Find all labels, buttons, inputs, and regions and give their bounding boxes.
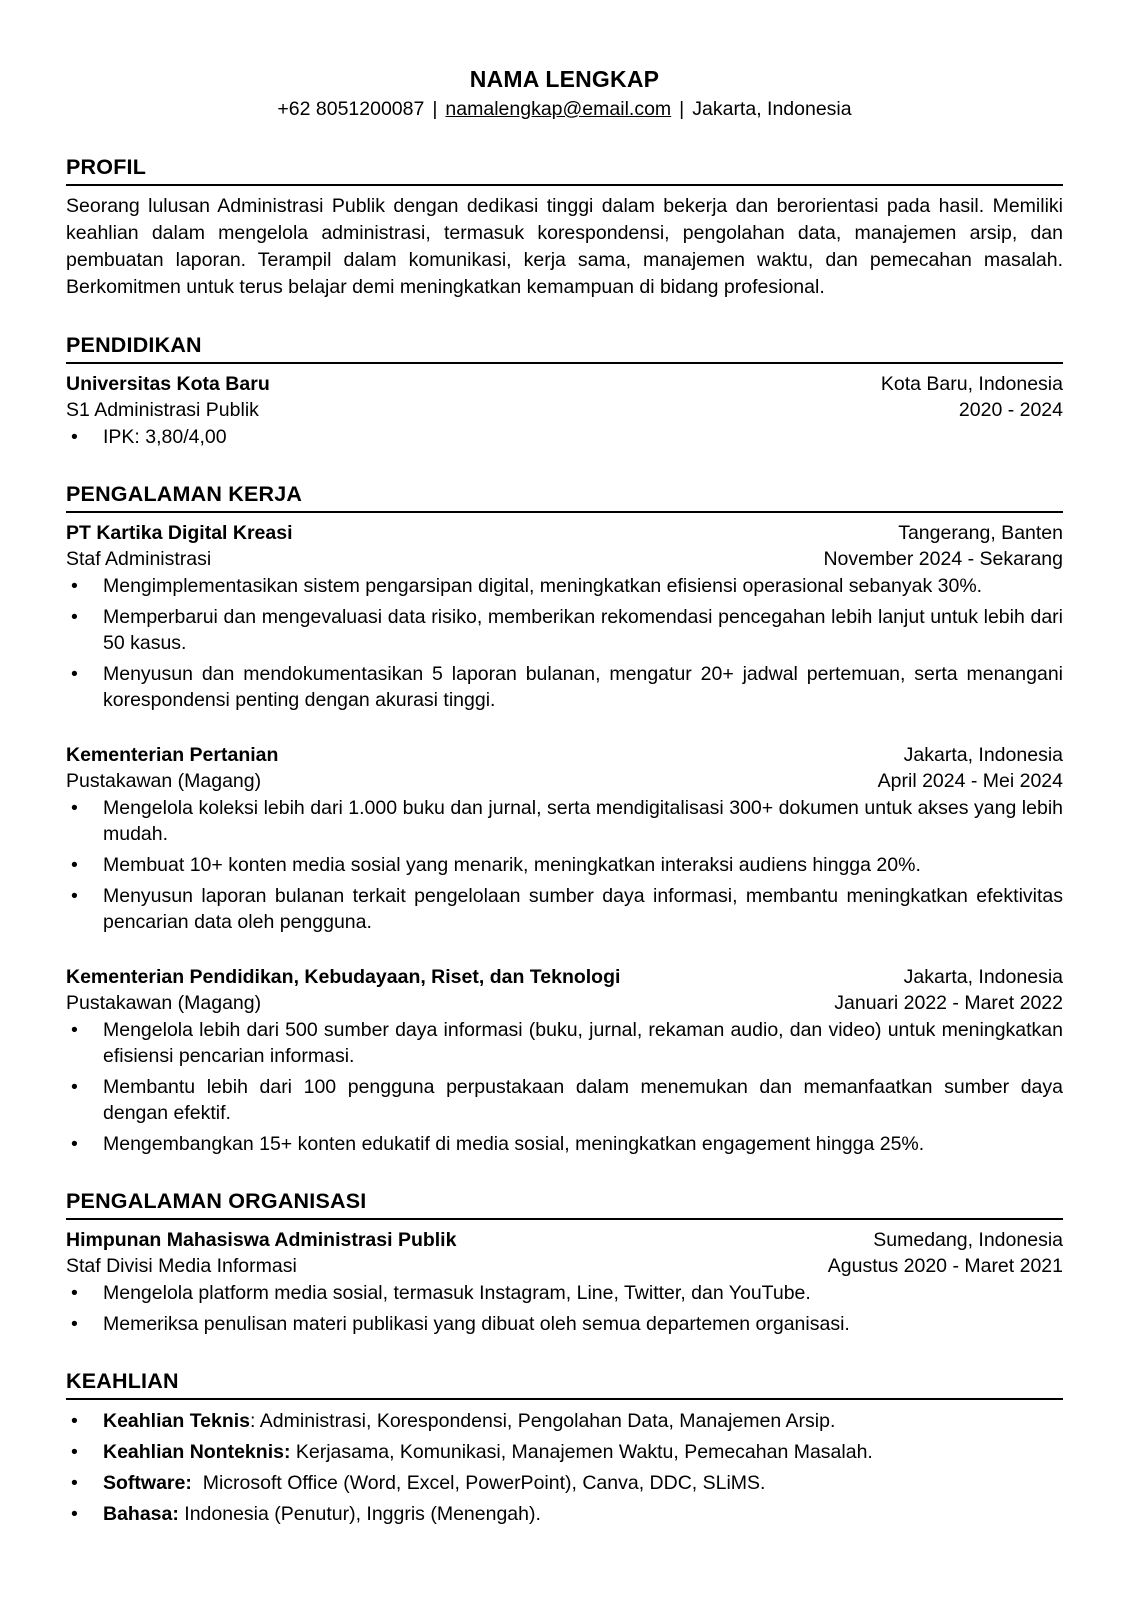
achievement-text: Menyusun laporan bulanan terkait pengelolaan sumber daya informasi, membantu meningkatkan efektivitas pencarian data oleh pengguna. xyxy=(103,885,1063,933)
skill-text: : Administrasi, Korespondensi, Pengolahan Data, Manajemen Arsip. xyxy=(250,1410,836,1432)
achievement-text: Memeriksa penulisan materi publikasi yang dibuat oleh semua departemen organisasi. xyxy=(103,1313,850,1335)
section-pendidikan xyxy=(66,332,1063,450)
skill-text: Indonesia (Penutur), Inggris (Menengah). xyxy=(178,1503,541,1525)
bullet-icon: • xyxy=(71,426,78,448)
list-item xyxy=(66,661,1063,713)
work-entry xyxy=(66,964,1063,1157)
job-period: April 2024 - Mei 2024 xyxy=(877,770,1063,792)
job-period: November 2024 - Sekarang xyxy=(823,548,1063,570)
skill-label: Software: xyxy=(103,1472,192,1494)
full-name: NAMA LENGKAP xyxy=(469,66,660,92)
list-item xyxy=(66,424,1063,450)
organization-location: Sumedang, Indonesia xyxy=(873,1229,1063,1251)
skill-label: Keahlian Teknis xyxy=(103,1410,251,1432)
company-location: Tangerang, Banten xyxy=(898,522,1063,544)
bullet-icon: • xyxy=(71,1076,78,1098)
education-period: 2020 - 2024 xyxy=(958,399,1063,421)
degree-name: S1 Administrasi Publik xyxy=(66,399,259,421)
email-link[interactable]: namalengkap@email.com xyxy=(445,98,672,120)
organization-name: Himpunan Mahasiswa Administrasi Publik xyxy=(66,1229,457,1251)
job-title: Pustakawan (Magang) xyxy=(66,992,262,1014)
skill-text: Kerjasama, Komunikasi, Manajemen Waktu, Pemecahan Masalah. xyxy=(290,1441,873,1463)
skill-label: Bahasa: xyxy=(103,1503,179,1525)
contact-separator: | xyxy=(679,98,685,120)
organization-role: Staf Divisi Media Informasi xyxy=(66,1255,297,1277)
work-entry xyxy=(66,520,1063,713)
list-item xyxy=(66,1280,1063,1306)
skill-item xyxy=(66,1470,1063,1496)
bullet-icon: • xyxy=(71,854,78,876)
bullet-icon: • xyxy=(71,1019,78,1041)
achievement-text: Mengimplementasikan sistem pengarsipan digital, meningkatkan efisiensi operasional sebanyak 30%. xyxy=(103,575,983,597)
bullet-icon: • xyxy=(71,1133,78,1155)
section-profil xyxy=(66,154,1063,301)
skill-item xyxy=(66,1439,1063,1465)
contact-line xyxy=(66,96,1063,123)
company-location: Jakarta, Indonesia xyxy=(903,966,1063,988)
bullet-icon: • xyxy=(71,1313,78,1335)
contact-separator: | xyxy=(432,98,438,120)
bullet-icon: • xyxy=(71,663,78,685)
list-item xyxy=(66,852,1063,878)
achievement-text: Menyusun dan mendokumentasikan 5 laporan bulanan, mengatur 20+ jadwal pertemuan, serta menangani korespondensi penting dengan akurasi tinggi. xyxy=(103,663,1063,711)
school-name: Universitas Kota Baru xyxy=(66,373,270,395)
location-text: Jakarta, Indonesia xyxy=(692,98,852,120)
section-title-pendidikan: PENDIDIKAN xyxy=(66,333,202,357)
resume-header xyxy=(66,66,1063,123)
bullet-icon: • xyxy=(71,575,78,597)
list-item xyxy=(66,795,1063,847)
section-title-profil: PROFIL xyxy=(66,155,147,179)
list-item xyxy=(66,1311,1063,1337)
list-item xyxy=(66,1074,1063,1126)
school-location: Kota Baru, Indonesia xyxy=(880,373,1063,395)
company-name: Kementerian Pertanian xyxy=(66,744,279,766)
phone-number: +62 8051200087 xyxy=(277,98,425,120)
work-entry xyxy=(66,742,1063,935)
achievement-text: Mengelola lebih dari 500 sumber daya informasi (buku, jurnal, rekaman audio, dan video) untuk meningkatkan efisiensi pencarian informasi. xyxy=(103,1019,1063,1067)
achievement-text: Membantu lebih dari 100 pengguna perpustakaan dalam menemukan dan memanfaatkan sumber daya dengan efektif. xyxy=(103,1076,1063,1124)
gpa-text: IPK: 3,80/4,00 xyxy=(103,426,227,448)
bullet-icon: • xyxy=(71,797,78,819)
list-item xyxy=(66,604,1063,656)
bullet-icon: • xyxy=(71,885,78,907)
section-pengalaman-kerja xyxy=(66,481,1063,1157)
list-item xyxy=(66,883,1063,935)
bullet-icon: • xyxy=(71,1472,78,1494)
company-name: Kementerian Pendidikan, Kebudayaan, Riset, dan Teknologi xyxy=(66,966,621,988)
organization-entry xyxy=(66,1227,1063,1337)
organization-period: Agustus 2020 - Maret 2021 xyxy=(827,1255,1063,1277)
bullet-icon: • xyxy=(71,1441,78,1463)
section-title-keahlian: KEAHLIAN xyxy=(66,1369,179,1393)
section-keahlian xyxy=(66,1368,1063,1527)
list-item xyxy=(66,1131,1063,1157)
achievement-text: Mengelola platform media sosial, termasuk Instagram, Line, Twitter, dan YouTube. xyxy=(103,1282,811,1304)
achievement-text: Memperbarui dan mengevaluasi data risiko, memberikan rekomendasi pencegahan lebih lanjut untuk lebih dari 50 kasus. xyxy=(103,606,1063,654)
job-title: Pustakawan (Magang) xyxy=(66,770,262,792)
profile-summary: Seorang lulusan Administrasi Publik dengan dedikasi tinggi dalam bekerja dan berorientasi pada hasil. Memiliki keahlian dalam mengelola administrasi, termasuk korespondensi, pengolahan data, manajemen arsip, dan pembuatan laporan. Terampil dalam komunikasi, kerja sama, manajemen waktu, dan pemecahan masalah. Berkomitmen untuk terus belajar demi meningkatkan kemampuan di bidang profesional. xyxy=(66,195,1063,298)
bullet-icon: • xyxy=(71,606,78,628)
education-entry xyxy=(66,371,1063,450)
list-item xyxy=(66,573,1063,599)
skill-label: Keahlian Nonteknis: xyxy=(103,1441,291,1463)
company-location: Jakarta, Indonesia xyxy=(903,744,1063,766)
achievement-text: Mengelola koleksi lebih dari 1.000 buku dan jurnal, serta mendigitalisasi 300+ dokumen untuk akses yang lebih mudah. xyxy=(103,797,1063,845)
achievement-text: Membuat 10+ konten media sosial yang menarik, meningkatkan interaksi audiens hingga 20%. xyxy=(103,854,921,876)
skill-text: Microsoft Office (Word, Excel, PowerPoint), Canva, DDC, SLiMS. xyxy=(191,1472,766,1494)
job-title: Staf Administrasi xyxy=(66,548,212,570)
skill-item xyxy=(66,1408,1063,1434)
section-title-pengalaman-kerja: PENGALAMAN KERJA xyxy=(66,482,303,506)
job-period: Januari 2022 - Maret 2022 xyxy=(834,992,1063,1014)
bullet-icon: • xyxy=(71,1410,78,1432)
company-name: PT Kartika Digital Kreasi xyxy=(66,522,293,544)
bullet-icon: • xyxy=(71,1282,78,1304)
skill-item xyxy=(66,1501,1063,1527)
bullet-icon: • xyxy=(71,1503,78,1525)
list-item xyxy=(66,1017,1063,1069)
section-title-pengalaman-organisasi: PENGALAMAN ORGANISASI xyxy=(66,1189,367,1213)
achievement-text: Mengembangkan 15+ konten edukatif di media sosial, meningkatkan engagement hingga 25%. xyxy=(103,1133,925,1155)
section-pengalaman-organisasi xyxy=(66,1188,1063,1337)
